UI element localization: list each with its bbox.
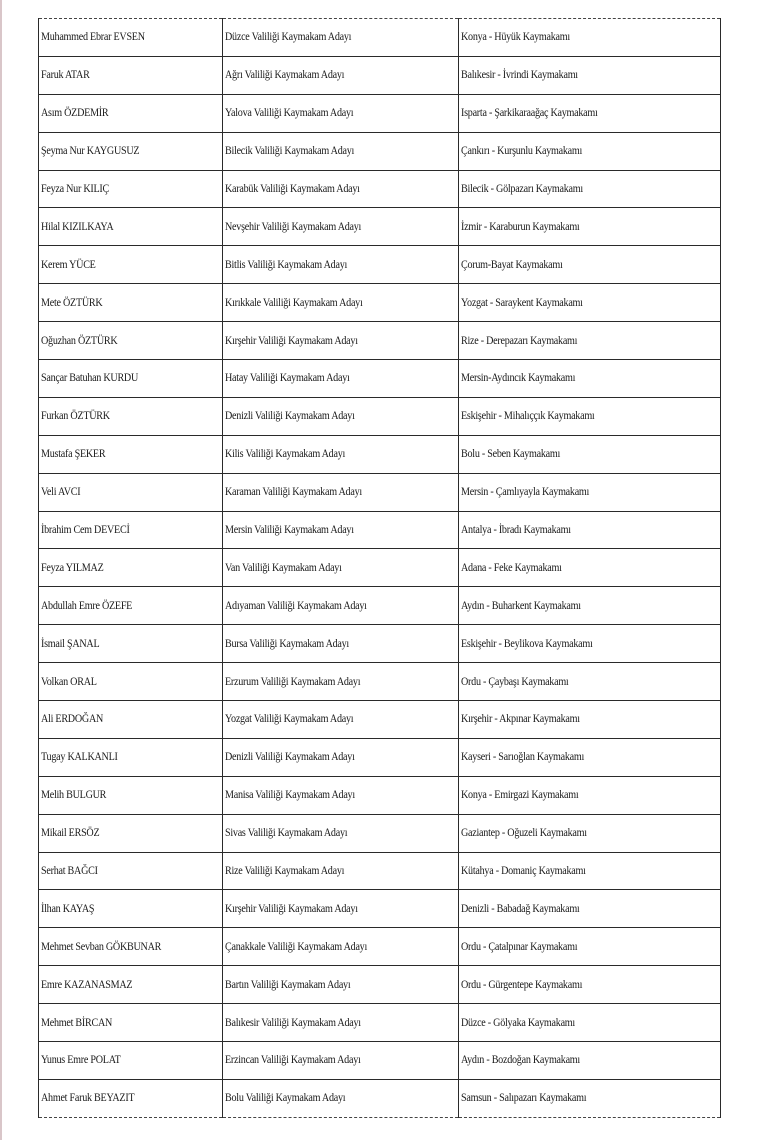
name-cell-text: Kerem YÜCE [41, 258, 96, 271]
appointment-cell-text: Konya - Emirgazi Kaymakamı [461, 789, 579, 802]
appointment-cell [459, 246, 721, 284]
name-cell-text: Ahmet Faruk BEYAZIT [41, 1092, 135, 1105]
name-cell [39, 208, 223, 246]
current-position-cell-text: Karaman Valiliği Kaymakam Adayı [225, 486, 362, 499]
current-position-cell [223, 549, 459, 587]
current-position-cell-text: Karabük Valiliği Kaymakam Adayı [225, 183, 360, 195]
current-position-cell-text: Bolu Valiliği Kaymakam Adayı [225, 1092, 346, 1105]
table-row [39, 19, 721, 57]
current-position-cell-text: Balıkesir Valiliği Kaymakam Adayı [225, 1016, 361, 1029]
current-position-cell [223, 814, 459, 852]
current-position-cell-text: Sivas Valiliği Kaymakam Adayı [225, 827, 348, 840]
appointment-cell-text: Eskişehir - Mihalıççık Kaymakamı [461, 410, 595, 423]
appointment-cell-text: Denizli - Babadağ Kaymakamı [461, 902, 580, 915]
table-row [39, 852, 721, 890]
current-position-cell-text: Yozgat Valiliği Kaymakam Adayı [225, 713, 354, 726]
appointment-cell [459, 663, 721, 701]
appointment-cell [459, 738, 721, 776]
name-cell [39, 776, 223, 814]
table-row [39, 56, 721, 94]
appointment-cell-text: Aydın - Bozdoğan Kaymakamı [461, 1054, 580, 1067]
appointment-cell [459, 511, 721, 549]
current-position-cell [223, 701, 459, 739]
current-position-cell-text: Düzce Valiliği Kaymakam Adayı [225, 31, 352, 44]
current-position-cell [223, 1042, 459, 1080]
current-position-cell [223, 170, 459, 208]
current-position-cell-text: Kırıkkale Valiliği Kaymakam Adayı [225, 296, 363, 309]
current-position-cell-text: Hatay Valiliği Kaymakam Adayı [225, 372, 350, 385]
table-row [39, 435, 721, 473]
current-position-cell [223, 511, 459, 549]
table-body [39, 19, 721, 1118]
table-row [39, 1004, 721, 1042]
name-cell [39, 284, 223, 322]
current-position-cell [223, 587, 459, 625]
name-cell-text: Emre KAZANASMAZ [41, 978, 133, 991]
current-position-cell-text: Manisa Valiliği Kaymakam Adayı [225, 789, 355, 802]
current-position-cell [223, 246, 459, 284]
name-cell [39, 473, 223, 511]
appointment-cell [459, 397, 721, 435]
table-row [39, 663, 721, 701]
appointment-cell [459, 852, 721, 890]
name-cell-text: Mehmet BİRCAN [41, 1016, 113, 1029]
current-position-cell [223, 852, 459, 890]
appointment-cell [459, 360, 721, 398]
appointments-table [38, 18, 721, 1118]
appointment-cell-text: Düzce - Gölyaka Kaymakamı [461, 1016, 575, 1029]
appointment-cell [459, 56, 721, 94]
appointment-cell [459, 776, 721, 814]
current-position-cell [223, 890, 459, 928]
name-cell-text: Furkan ÖZTÜRK [41, 410, 110, 423]
appointment-cell [459, 473, 721, 511]
table-row [39, 511, 721, 549]
appointment-cell [459, 625, 721, 663]
appointment-cell-text: Aydın - Buharkent Kaymakamı [461, 599, 581, 612]
name-cell [39, 132, 223, 170]
appointment-cell-text: Ordu - Gürgentepe Kaymakamı [461, 978, 583, 991]
table-row [39, 284, 721, 322]
current-position-cell [223, 397, 459, 435]
name-cell [39, 587, 223, 625]
appointment-cell-text: Bolu - Seben Kaymakamı [461, 448, 561, 461]
current-position-cell [223, 1079, 459, 1117]
current-position-cell [223, 1004, 459, 1042]
name-cell-text: İlhan KAYAŞ [41, 902, 95, 915]
appointment-cell-text: Çankırı - Kurşunlu Kaymakamı [461, 145, 583, 158]
table-row [39, 94, 721, 132]
name-cell [39, 663, 223, 701]
appointment-cell [459, 701, 721, 739]
name-cell-text: Veli AVCI [41, 486, 81, 499]
current-position-cell-text: Denizli Valiliği Kaymakam Adayı [225, 751, 355, 764]
page-edge [0, 0, 2, 1140]
current-position-cell-text: Bilecik Valiliği Kaymakam Adayı [225, 145, 355, 158]
name-cell-text: Serhat BAĞCI [41, 865, 98, 878]
current-position-cell [223, 776, 459, 814]
appointment-cell-text: Konya - Hüyük Kaymakamı [461, 31, 570, 44]
current-position-cell [223, 738, 459, 776]
name-cell [39, 701, 223, 739]
current-position-cell-text: Kırşehir Valiliği Kaymakam Adayı [225, 334, 358, 347]
table-row [39, 360, 721, 398]
table-row [39, 625, 721, 663]
name-cell [39, 94, 223, 132]
name-cell-text: Feyza YILMAZ [41, 561, 104, 574]
appointment-cell [459, 94, 721, 132]
name-cell [39, 246, 223, 284]
appointment-cell-text: Çorum-Bayat Kaymakamı [461, 258, 563, 271]
name-cell [39, 19, 223, 57]
name-cell [39, 435, 223, 473]
appointment-cell-text: Adana - Feke Kaymakamı [461, 561, 562, 574]
name-cell [39, 360, 223, 398]
appointment-cell-text: Antalya - İbradı Kaymakamı [461, 524, 571, 537]
appointment-cell [459, 1042, 721, 1080]
current-position-cell [223, 284, 459, 322]
appointment-cell-text: Kayseri - Sarıoğlan Kaymakamı [461, 751, 585, 764]
table-row [39, 473, 721, 511]
appointment-cell [459, 1004, 721, 1042]
current-position-cell [223, 360, 459, 398]
table-row [39, 170, 721, 208]
current-position-cell [223, 322, 459, 360]
appointment-cell [459, 19, 721, 57]
current-position-cell-text: Erzincan Valiliği Kaymakam Adayı [225, 1054, 361, 1067]
current-position-cell-text: Kilis Valiliği Kaymakam Adayı [225, 448, 346, 461]
appointment-cell [459, 587, 721, 625]
name-cell [39, 852, 223, 890]
current-position-cell [223, 625, 459, 663]
current-position-cell-text: Adıyaman Valiliği Kaymakam Adayı [225, 599, 367, 612]
name-cell [39, 56, 223, 94]
appointment-cell-text: Mersin - Çamlıyayla Kaymakamı [461, 486, 590, 499]
table-row [39, 776, 721, 814]
appointment-cell-text: Rize - Derepazarı Kaymakamı [461, 334, 578, 347]
appointment-cell [459, 1079, 721, 1117]
name-cell-text: Faruk ATAR [41, 69, 90, 82]
current-position-cell-text: Ağrı Valiliği Kaymakam Adayı [225, 69, 345, 82]
table-row [39, 246, 721, 284]
table-row [39, 738, 721, 776]
appointment-cell-text: Eskişehir - Beylikova Kaymakamı [461, 637, 593, 650]
name-cell [39, 625, 223, 663]
appointment-cell-text: Kütahya - Domaniç Kaymakamı [461, 865, 586, 878]
appointment-cell-text: Gaziantep - Oğuzeli Kaymakamı [461, 827, 587, 840]
appointment-cell [459, 132, 721, 170]
appointment-cell [459, 966, 721, 1004]
appointment-cell-text: Kırşehir - Akpınar Kaymakamı [461, 713, 580, 726]
name-cell [39, 170, 223, 208]
name-cell-text: Mustafa ŞEKER [41, 448, 106, 461]
name-cell-text: Asım ÖZDEMİR [41, 107, 109, 120]
table-row [39, 208, 721, 246]
table-row [39, 890, 721, 928]
name-cell-text: Sançar Batuhan KURDU [41, 372, 139, 385]
name-cell-text: Ali ERDOĞAN [41, 713, 104, 726]
name-cell [39, 397, 223, 435]
table-row [39, 587, 721, 625]
table-row [39, 397, 721, 435]
name-cell-text: İsmail ŞANAL [41, 637, 100, 650]
current-position-cell [223, 435, 459, 473]
appointment-cell [459, 928, 721, 966]
appointment-cell-text: Mersin-Aydıncık Kaymakamı [461, 372, 576, 385]
table-row [39, 1079, 721, 1117]
table-row [39, 701, 721, 739]
name-cell [39, 928, 223, 966]
table-row [39, 322, 721, 360]
current-position-cell-text: Erzurum Valiliği Kaymakam Adayı [225, 675, 361, 688]
table-row [39, 814, 721, 852]
current-position-cell [223, 208, 459, 246]
table-row [39, 966, 721, 1004]
appointment-cell [459, 170, 721, 208]
current-position-cell-text: Mersin Valiliği Kaymakam Adayı [225, 524, 354, 537]
name-cell-text: Oğuzhan ÖZTÜRK [41, 334, 118, 347]
name-cell [39, 1042, 223, 1080]
current-position-cell [223, 56, 459, 94]
appointment-cell [459, 890, 721, 928]
appointment-cell [459, 435, 721, 473]
name-cell-text: Yunus Emre POLAT [41, 1054, 121, 1067]
name-cell-text: Abdullah Emre ÖZEFE [41, 599, 133, 612]
appointment-cell [459, 814, 721, 852]
current-position-cell [223, 663, 459, 701]
appointment-cell-text: Isparta - Şarkikaraağaç Kaymakamı [461, 107, 598, 120]
name-cell-text: Melih BULGUR [41, 789, 107, 802]
current-position-cell [223, 473, 459, 511]
appointment-cell [459, 284, 721, 322]
name-cell-text: Volkan ORAL [41, 675, 97, 688]
current-position-cell-text: Bartın Valiliği Kaymakam Adayı [225, 978, 351, 991]
table-row [39, 132, 721, 170]
name-cell-text: Tugay KALKANLI [41, 751, 118, 764]
current-position-cell-text: Van Valiliği Kaymakam Adayı [225, 561, 342, 574]
name-cell-text: Şeyma Nur KAYGUSUZ [41, 145, 140, 158]
current-position-cell-text: Bursa Valiliği Kaymakam Adayı [225, 637, 349, 650]
name-cell-text: İbrahim Cem DEVECİ [41, 524, 130, 537]
name-cell-text: Feyza Nur KILIÇ [41, 183, 109, 195]
appointment-cell-text: Balıkesir - İvrindi Kaymakamı [461, 69, 578, 82]
appointment-cell-text: Bilecik - Gölpazarı Kaymakamı [461, 183, 583, 195]
name-cell-text: Hilal KIZILKAYA [41, 220, 114, 233]
appointment-cell-text: Ordu - Çaybaşı Kaymakamı [461, 675, 569, 688]
name-cell [39, 966, 223, 1004]
name-cell [39, 1004, 223, 1042]
current-position-cell-text: Rize Valiliği Kaymakam Adayı [225, 865, 345, 878]
current-position-cell-text: Kırşehir Valiliği Kaymakam Adayı [225, 902, 358, 915]
appointment-cell-text: Ordu - Çatalpınar Kaymakamı [461, 940, 578, 953]
name-cell [39, 814, 223, 852]
current-position-cell-text: Nevşehir Valiliği Kaymakam Adayı [225, 220, 362, 233]
appointment-cell-text: İzmir - Karaburun Kaymakamı [461, 220, 580, 233]
current-position-cell-text: Çanakkale Valiliği Kaymakam Adayı [225, 940, 368, 953]
name-cell [39, 322, 223, 360]
current-position-cell-text: Bitlis Valiliği Kaymakam Adayı [225, 258, 348, 271]
name-cell-text: Mikail ERSÖZ [41, 827, 100, 840]
current-position-cell-text: Yalova Valiliği Kaymakam Adayı [225, 107, 354, 120]
appointment-cell-text: Samsun - Salıpazarı Kaymakamı [461, 1092, 587, 1105]
name-cell-text: Mehmet Sevban GÖKBUNAR [41, 940, 162, 953]
current-position-cell [223, 19, 459, 57]
appointment-cell [459, 322, 721, 360]
name-cell-text: Muhammed Ebrar EVSEN [41, 31, 145, 44]
current-position-cell-text: Denizli Valiliği Kaymakam Adayı [225, 410, 355, 423]
name-cell [39, 738, 223, 776]
name-cell [39, 511, 223, 549]
name-cell [39, 890, 223, 928]
appointment-cell [459, 208, 721, 246]
current-position-cell [223, 966, 459, 1004]
current-position-cell [223, 928, 459, 966]
table-row [39, 1042, 721, 1080]
table-row [39, 928, 721, 966]
name-cell [39, 549, 223, 587]
table-row [39, 549, 721, 587]
name-cell [39, 1079, 223, 1117]
current-position-cell [223, 132, 459, 170]
appointment-cell-text: Yozgat - Saraykent Kaymakamı [461, 296, 583, 309]
appointment-cell [459, 549, 721, 587]
name-cell-text: Mete ÖZTÜRK [41, 296, 103, 309]
current-position-cell [223, 94, 459, 132]
